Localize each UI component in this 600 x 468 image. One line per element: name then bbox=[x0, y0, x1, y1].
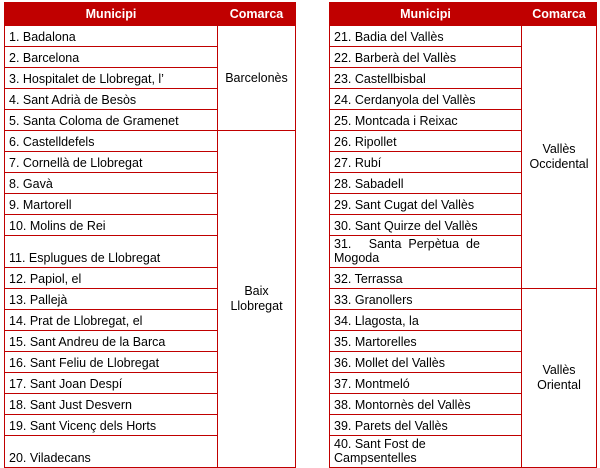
municipality-cell: 19. Sant Vicenç dels Horts bbox=[5, 415, 218, 436]
municipality-cell: 3. Hospitalet de Llobregat, l’ bbox=[5, 68, 218, 89]
municipality-cell: 13. Pallejà bbox=[5, 289, 218, 310]
municipality-cell: 25. Montcada i Reixac bbox=[330, 110, 522, 131]
header-municipi: Municipi bbox=[330, 3, 522, 26]
municipality-cell: 22. Barberà del Vallès bbox=[330, 47, 522, 68]
municipality-cell: 5. Santa Coloma de Gramenet bbox=[5, 110, 218, 131]
municipality-line: 40. Sant Fost de bbox=[334, 437, 426, 451]
comarca-cell bbox=[522, 289, 597, 468]
municipality-cell: 32. Terrassa bbox=[330, 268, 522, 289]
municipality-cell: 18. Sant Just Desvern bbox=[5, 394, 218, 415]
municipality-line: Campsentelles bbox=[334, 451, 417, 465]
municipality-cell: 21. Badia del Vallès bbox=[330, 26, 522, 47]
comarca-cell bbox=[522, 26, 597, 289]
municipality-line: Mogoda bbox=[334, 251, 380, 265]
comarca-label: Occidental bbox=[529, 157, 589, 171]
comarca-cell bbox=[218, 131, 296, 468]
municipality-cell: 39. Parets del Vallès bbox=[330, 415, 522, 436]
municipality-cell: 28. Sabadell bbox=[330, 173, 522, 194]
municipality-cell: 27. Rubí bbox=[330, 152, 522, 173]
municipality-cell: 24. Cerdanyola del Vallès bbox=[330, 89, 522, 110]
municipality-cell: 10. Molins de Rei bbox=[5, 215, 218, 236]
municipality-cell: 30. Sant Quirze del Vallès bbox=[330, 215, 522, 236]
municipality-cell: 17. Sant Joan Despí bbox=[5, 373, 218, 394]
comarca-label: Baix bbox=[244, 284, 269, 298]
right-municipality-table bbox=[329, 2, 597, 468]
comarca-label: Vallès bbox=[542, 142, 576, 156]
table-row bbox=[5, 26, 296, 47]
header-row bbox=[330, 3, 597, 26]
municipality-cell: 36. Mollet del Vallès bbox=[330, 352, 522, 373]
comarca-cell bbox=[218, 26, 296, 131]
header-comarca: Comarca bbox=[522, 3, 597, 26]
table-row bbox=[330, 289, 597, 310]
municipality-cell: 2. Barcelona bbox=[5, 47, 218, 68]
municipality-line: 31. Santa Perpètua de bbox=[334, 237, 480, 251]
municipality-cell: 9. Martorell bbox=[5, 194, 218, 215]
municipality-cell: 38. Montornès del Vallès bbox=[330, 394, 522, 415]
comarca-label: Vallès bbox=[542, 363, 576, 377]
municipality-cell: 11. Esplugues de Llobregat bbox=[5, 236, 218, 268]
comarca-label: Oriental bbox=[537, 378, 581, 392]
header-row bbox=[5, 3, 296, 26]
municipality-cell: 34. Llagosta, la bbox=[330, 310, 522, 331]
municipality-cell: 12. Papiol, el bbox=[5, 268, 218, 289]
comarca-label: Llobregat bbox=[230, 299, 283, 313]
municipality-cell: 14. Prat de Llobregat, el bbox=[5, 310, 218, 331]
municipality-cell bbox=[330, 436, 522, 468]
municipality-cell: 16. Sant Feliu de Llobregat bbox=[5, 352, 218, 373]
table-row bbox=[330, 26, 597, 47]
municipality-cell: 29. Sant Cugat del Vallès bbox=[330, 194, 522, 215]
municipality-cell: 1. Badalona bbox=[5, 26, 218, 47]
municipality-cell: 4. Sant Adrià de Besòs bbox=[5, 89, 218, 110]
municipality-cell: 7. Cornellà de Llobregat bbox=[5, 152, 218, 173]
municipality-cell: 23. Castellbisbal bbox=[330, 68, 522, 89]
municipality-cell: 26. Ripollet bbox=[330, 131, 522, 152]
municipality-cell: 6. Castelldefels bbox=[5, 131, 218, 152]
municipality-cell: 15. Sant Andreu de la Barca bbox=[5, 331, 218, 352]
municipality-cell: 35. Martorelles bbox=[330, 331, 522, 352]
header-municipi: Municipi bbox=[5, 3, 218, 26]
left-municipality-table bbox=[4, 2, 296, 468]
municipality-cell: 20. Viladecans bbox=[5, 436, 218, 468]
comarca-label: Barcelonès bbox=[225, 70, 288, 85]
municipality-cell: 8. Gavà bbox=[5, 173, 218, 194]
header-comarca: Comarca bbox=[218, 3, 296, 26]
municipality-cell: 37. Montmeló bbox=[330, 373, 522, 394]
table-row bbox=[5, 131, 296, 152]
municipality-cell bbox=[330, 236, 522, 268]
municipality-cell: 33. Granollers bbox=[330, 289, 522, 310]
